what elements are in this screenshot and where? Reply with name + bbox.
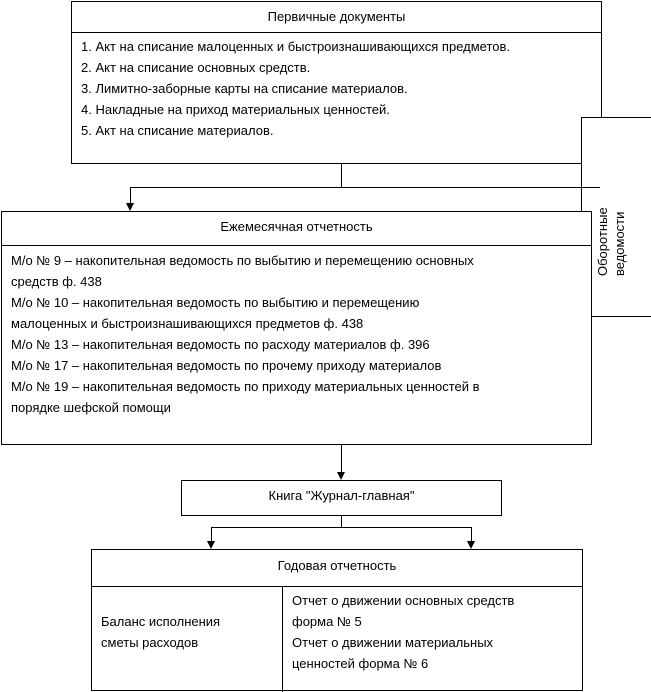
primary-documents-title: Первичные документы	[72, 2, 601, 33]
connector-line	[471, 527, 472, 541]
annual-divider	[282, 586, 283, 692]
annual-reporting-title: Годовая отчетность	[92, 550, 582, 587]
monthly-reporting-title: Ежемесячная отчетность	[2, 212, 591, 246]
monthly-reporting-box	[1, 211, 592, 445]
list-item: малоценных и быстроизнашивающихся предметов ф. 438	[11, 316, 364, 331]
connector-line	[130, 187, 600, 188]
list-item: 3. Лимитно-заборные карты на списание материалов.	[81, 81, 408, 96]
turnover-statements-label: Оборотные ведомости	[595, 207, 627, 276]
journal-title: Книга "Журнал-главная"	[268, 488, 415, 503]
annual-reporting-box	[91, 549, 583, 691]
arrow-down-icon	[207, 541, 215, 549]
connector-line	[211, 527, 472, 528]
connector-line	[211, 527, 212, 541]
list-item: 1. Акт на списание малоценных и быстроизнашивающихся предметов.	[81, 39, 511, 54]
annual-left-cell: Баланс исполнения сметы расходов	[101, 614, 221, 650]
list-item: средств ф. 438	[11, 274, 102, 289]
list-item: 2. Акт на списание основных средств.	[81, 60, 311, 75]
list-item: М/о № 10 – накопительная ведомость по выбытию и перемещению	[11, 295, 420, 310]
monthly-reporting-list	[11, 250, 480, 418]
connector-line	[341, 445, 342, 473]
arrow-down-icon	[337, 472, 345, 480]
list-item: М/о № 13 – накопительная ведомость по расходу материалов ф. 396	[11, 337, 430, 352]
annual-right-cell: Отчет о движении основных средств форма № 5 Отчет о движении материальных ценностей форма № 6	[292, 593, 515, 671]
list-item: порядке шефской помощи	[11, 400, 171, 415]
list-item: 5. Акт на списание материалов.	[81, 123, 274, 138]
list-item: М/о № 17 – накопительная ведомость по прочему приходу материалов	[11, 358, 442, 373]
journal-box	[181, 480, 502, 516]
list-item: М/о № 19 – накопительная ведомость по приходу материальных ценностей в	[11, 379, 480, 394]
primary-documents-list	[81, 36, 510, 141]
list-item: М/о № 9 – накопительная ведомость по выбытию и перемещению основных	[11, 253, 474, 268]
primary-documents-box	[71, 1, 602, 164]
list-item: 4. Накладные на приход материальных ценностей.	[81, 102, 390, 117]
arrow-down-icon	[467, 541, 475, 549]
connector-line	[341, 164, 342, 188]
arrow-down-icon	[126, 203, 134, 211]
